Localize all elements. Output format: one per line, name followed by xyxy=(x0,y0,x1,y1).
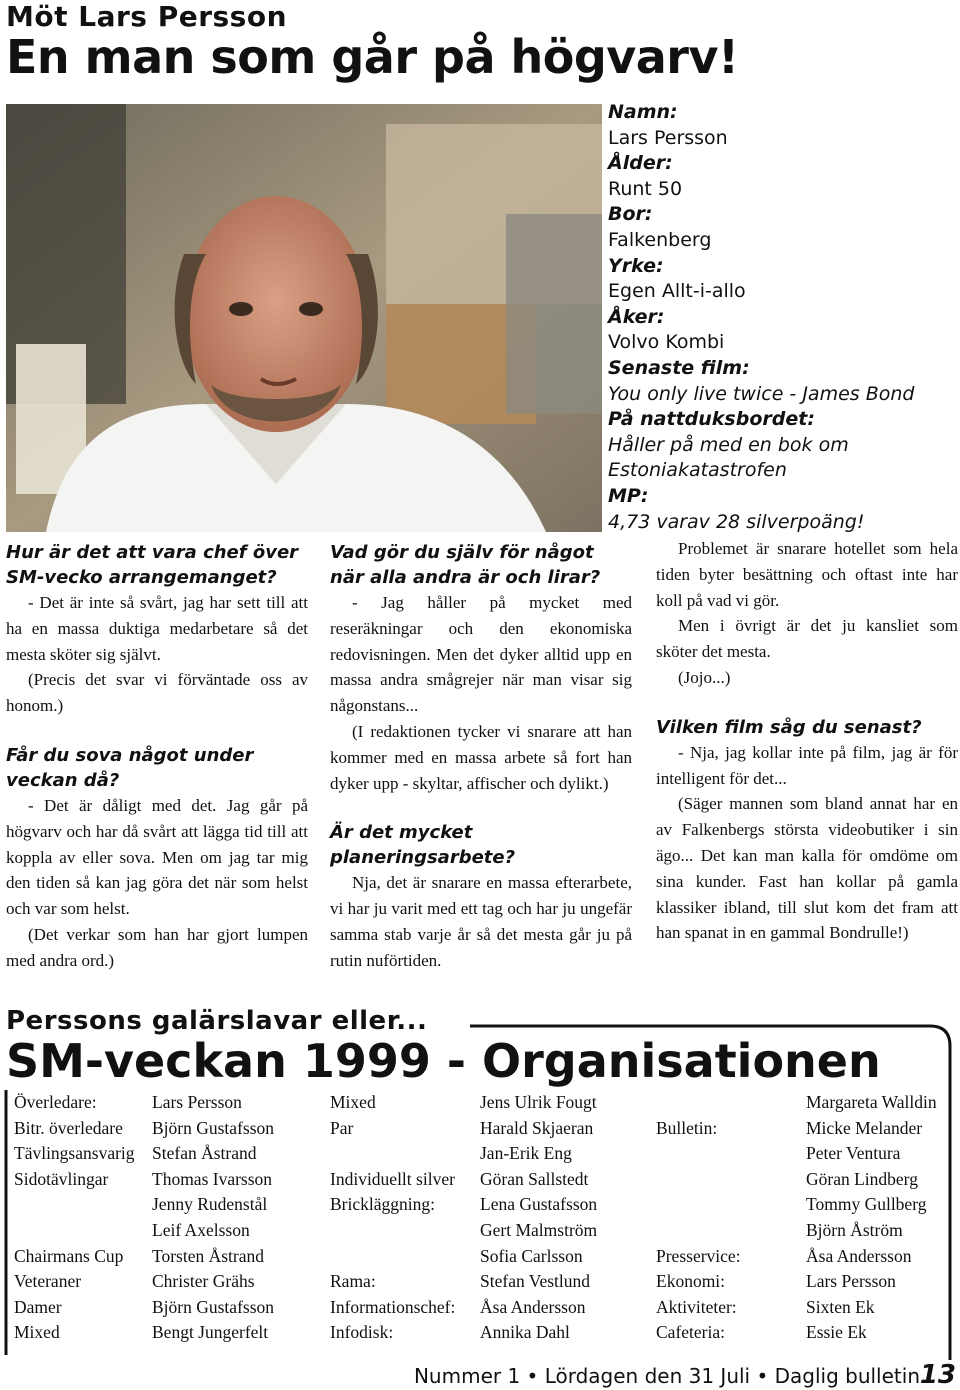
fact-value: Egen Allt-i-allo xyxy=(608,280,746,303)
org-role: Cafeteria: xyxy=(656,1322,725,1343)
org-role xyxy=(330,1244,455,1270)
org-names-col-2 xyxy=(480,1090,597,1346)
page-title: En man som går på högvarv! xyxy=(6,30,739,84)
fact-value: You only live twice - James Bond xyxy=(608,382,915,405)
org-roles-col-3 xyxy=(656,1090,741,1346)
org-name: Margareta Walldin xyxy=(806,1092,937,1112)
org-name: Stefan Åstrand xyxy=(152,1143,257,1164)
fact-value: Falkenberg xyxy=(608,228,712,251)
org-name: Björn Gustafsson xyxy=(152,1117,275,1138)
org-name: Leif Axelsson xyxy=(152,1219,250,1240)
org-role: Informationschef: xyxy=(330,1296,456,1317)
kicker: Möt Lars Persson xyxy=(6,0,288,33)
fact-label: Senaste film: xyxy=(608,356,750,379)
article-column-3 xyxy=(656,536,958,946)
org-role: Ekonomi: xyxy=(656,1271,726,1292)
org-role: Infodisk: xyxy=(330,1322,394,1343)
org-name: Björn Gustafsson xyxy=(152,1296,275,1317)
org-role xyxy=(14,1192,135,1218)
org-role: Tävlingsansvarig xyxy=(14,1143,135,1164)
org-role xyxy=(14,1218,135,1244)
org-roles-col-2 xyxy=(330,1090,455,1346)
org-role: Veteraner xyxy=(14,1271,82,1292)
org-name: Göran Sallstedt xyxy=(480,1168,589,1189)
org-role: Överledare: xyxy=(14,1092,97,1112)
org-name: Lena Gustafsson xyxy=(480,1194,598,1215)
interview-question: Hur är det att vara chef över SM-vecko arrangemanget? xyxy=(6,542,299,588)
portrait-photo-icon xyxy=(6,104,602,532)
fact-label: På nattduksbordet: xyxy=(608,408,815,431)
org-role: Brickläggning: xyxy=(330,1194,435,1215)
editor-comment: (Jojo...) xyxy=(678,667,731,687)
fact-label: MP: xyxy=(608,484,649,507)
org-name: Jan-Erik Eng xyxy=(480,1143,572,1164)
interview-answer: - Jag håller på mycket med reseräkningar och den ekonomiska redovisningen. Men det dyker alltid upp en massa andra smågrejer när man visar sig någonstans... xyxy=(330,593,632,716)
editor-comment: (Precis det svar vi förväntade oss av honom.) xyxy=(6,670,308,716)
org-role: Chairmans Cup xyxy=(14,1245,124,1266)
fact-label: Bor: xyxy=(608,203,653,226)
org-names-col-1 xyxy=(152,1090,274,1346)
org-name: Peter Ventura xyxy=(806,1143,901,1164)
org-names-col-3 xyxy=(806,1090,937,1346)
interview-answer: Nja, det är snarare en massa efterarbete, vi har ju varit med ett tag och har ju ungefär samma stab varje år så det mesta går ju på rutin nuförtiden. xyxy=(330,873,632,970)
interview-answer: Problemet är snarare hotellet som hela tiden byter besättning och oftast inte har koll på vad vi gör. xyxy=(656,539,958,610)
interview-answer: - Det är inte så svårt, jag har sett till att ha en massa duktiga medarbetare så det mesta sköter sig självt. xyxy=(6,593,308,664)
editor-comment: (Säger mannen som bland annat har en av Falkenbergs största videobutiker i sin ägo... Det kan man kalla för omdöme om sina kunder. Fast han kollar på gamla klassiker ibland, till slut kom det fram att han spanat in en gammal Bondrulle!) xyxy=(656,794,958,943)
article-column-1 xyxy=(6,536,308,974)
org-role: Par xyxy=(330,1117,354,1138)
org-role: Individuellt silver xyxy=(330,1168,455,1189)
interview-answer: Men i övrigt är det ju kansliet som sköter det mesta. xyxy=(656,616,958,662)
org-role xyxy=(656,1090,741,1116)
org-roles-col-1 xyxy=(14,1090,135,1346)
org-name: Sixten Ek xyxy=(806,1296,875,1317)
editor-comment: (Det verkar som han har gjort lumpen med andra ord.) xyxy=(6,924,308,970)
article-column-2 xyxy=(330,536,632,974)
fact-label: Namn: xyxy=(608,101,678,123)
page-number: 13 xyxy=(919,1360,956,1390)
fact-value: Lars Persson xyxy=(608,126,728,149)
fact-value: Volvo Kombi xyxy=(608,331,725,354)
org-role: Mixed xyxy=(330,1092,376,1112)
fact-box xyxy=(608,100,960,535)
org-role: Bulletin: xyxy=(656,1117,718,1138)
org-role xyxy=(330,1218,455,1244)
org-name: Björn Åström xyxy=(806,1219,903,1240)
org-name: Torsten Åstrand xyxy=(152,1245,265,1266)
org-role xyxy=(656,1141,741,1167)
org-name: Jenny Rudenstål xyxy=(152,1194,268,1215)
org-name: Göran Lindberg xyxy=(806,1168,918,1189)
org-name: Jens Ulrik Fougt xyxy=(480,1092,597,1112)
interview-question: Får du sova något under veckan då? xyxy=(6,744,254,791)
editor-comment: (I redaktionen tycker vi snarare att han kommer med en massa arbete så fort han dyker upp - skyltar, affischer och dylikt.) xyxy=(330,721,632,793)
org-name: Micke Melander xyxy=(806,1117,923,1138)
org-name: Annika Dahl xyxy=(480,1322,570,1343)
interview-answer: - Det är dåligt med det. Jag går på högvarv och har då svårt att lägga tid till att koppla av eller sova. Men om jag tar mig den tiden så kan jag göra det när som helst och var som helst. xyxy=(6,795,308,919)
org-role: Presservice: xyxy=(656,1245,741,1266)
org-role: Aktiviteter: xyxy=(656,1296,737,1317)
org-name: Gert Malmström xyxy=(480,1219,598,1240)
fact-value: Runt 50 xyxy=(608,177,683,200)
org-name: Thomas Ivarsson xyxy=(152,1168,273,1189)
org-name: Bengt Jungerfelt xyxy=(152,1322,269,1343)
org-name: Harald Skjaeran xyxy=(480,1117,594,1138)
org-role xyxy=(656,1218,741,1244)
fact-value: 4,73 varav 28 silverpoäng! xyxy=(608,510,865,533)
section-kicker: Perssons galärslavar eller... xyxy=(6,1006,428,1036)
org-name: Tommy Gullberg xyxy=(806,1194,927,1215)
fact-value: Håller på med en bok om Estoniakatastrofen xyxy=(608,433,849,482)
org-name: Christer Grähs xyxy=(152,1271,255,1292)
org-role: Bitr. överledare xyxy=(14,1117,123,1138)
org-role xyxy=(656,1167,741,1193)
org-name: Lars Persson xyxy=(152,1092,242,1112)
page-footer: Nummer 1 • Lördagen den 31 Juli • Daglig bulletin xyxy=(413,1364,920,1388)
org-name: Sofia Carlsson xyxy=(480,1245,583,1266)
org-name: Åsa Andersson xyxy=(480,1296,586,1317)
org-role: Rama: xyxy=(330,1271,376,1292)
section-title: SM-veckan 1999 - Organisationen xyxy=(6,1034,881,1088)
org-role: Mixed xyxy=(14,1322,60,1343)
org-name: Lars Persson xyxy=(806,1271,896,1292)
org-role: Sidotävlingar xyxy=(14,1168,109,1189)
interview-question: Är det mycket planeringsarbete? xyxy=(330,822,516,869)
portrait-photo xyxy=(6,104,602,532)
interview-question: Vilken film såg du senast? xyxy=(656,716,922,738)
fact-label: Ålder: xyxy=(608,152,673,175)
org-role xyxy=(330,1141,455,1167)
org-role xyxy=(656,1192,741,1218)
interview-question: Vad gör du själv för något när alla andra är och lirar? xyxy=(330,542,601,588)
fact-label: Åker: xyxy=(608,305,665,328)
org-role: Damer xyxy=(14,1296,62,1317)
org-name: Åsa Andersson xyxy=(806,1245,912,1266)
interview-answer: - Nja, jag kollar inte på film, jag är för intelligent för det... xyxy=(656,742,958,788)
org-name: Stefan Vestlund xyxy=(480,1271,591,1292)
org-name: Essie Ek xyxy=(806,1322,867,1343)
fact-label: Yrke: xyxy=(608,254,664,277)
